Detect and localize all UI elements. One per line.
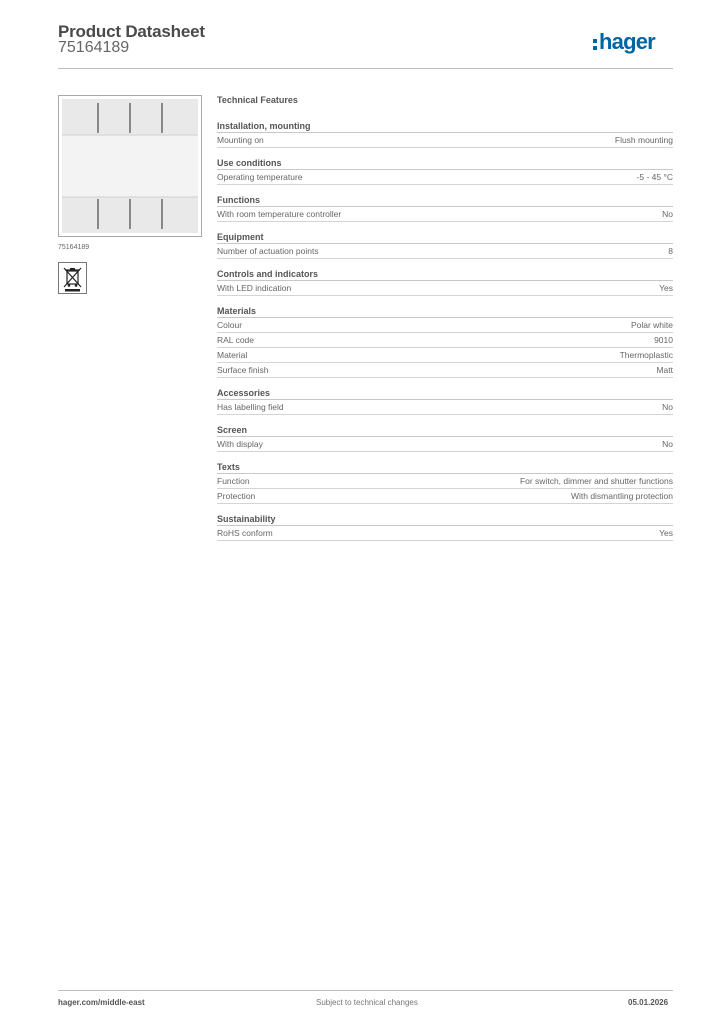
- spec-row: [217, 489, 673, 504]
- spec-row: [217, 474, 673, 489]
- footer-divider: [58, 990, 673, 991]
- push-button-switch-icon: [62, 99, 198, 233]
- spec-row: [217, 133, 673, 148]
- spec-group: [217, 120, 673, 148]
- spec-group-title: Controls and indicators: [217, 268, 673, 281]
- spec-row: [217, 244, 673, 259]
- spec-value: Thermoplastic: [619, 350, 673, 360]
- spec-row: [217, 207, 673, 222]
- spec-groups: [217, 120, 673, 541]
- spec-group-title: Materials: [217, 305, 673, 318]
- spec-label: Protection: [217, 491, 256, 501]
- product-image: [58, 95, 202, 237]
- logo-text: hager: [599, 29, 655, 54]
- product-number: 75164189: [58, 39, 130, 56]
- spec-group: [217, 305, 673, 378]
- spec-value: 8: [668, 246, 673, 256]
- spec-group: [217, 513, 673, 541]
- page-title: Product Datasheet: [58, 22, 205, 41]
- spec-row: [217, 526, 673, 541]
- spec-group-title: Screen: [217, 424, 673, 437]
- section-title: Technical Features: [217, 95, 298, 105]
- spec-group-title: Use conditions: [217, 157, 673, 170]
- spec-value: Matt: [656, 365, 673, 375]
- spec-row: [217, 363, 673, 378]
- spec-group: [217, 194, 673, 222]
- spec-group: [217, 424, 673, 452]
- hager-logo[interactable]: [593, 29, 655, 55]
- spec-label: Number of actuation points: [217, 246, 319, 256]
- spec-label: Material: [217, 350, 248, 360]
- spec-group: [217, 157, 673, 185]
- spec-value: -5 - 45 °C: [636, 172, 673, 182]
- spec-value: 9010: [654, 335, 673, 345]
- spec-value: No: [662, 209, 673, 219]
- spec-group-title: Functions: [217, 194, 673, 207]
- spec-group: [217, 268, 673, 296]
- spec-row: [217, 318, 673, 333]
- spec-value: Polar white: [630, 320, 673, 330]
- spec-value: No: [662, 439, 673, 449]
- footer-notice: Subject to technical changes: [316, 998, 418, 1007]
- spec-group-title: Accessories: [217, 387, 673, 400]
- spec-label: RoHS conform: [217, 528, 273, 538]
- spec-value: For switch, dimmer and shutter functions: [519, 476, 673, 486]
- spec-group-title: Equipment: [217, 231, 673, 244]
- spec-group-title: Texts: [217, 461, 673, 474]
- spec-value: Yes: [659, 283, 673, 293]
- spec-label: RAL code: [217, 335, 255, 345]
- weee-bin-icon: [58, 262, 87, 294]
- spec-group: [217, 231, 673, 259]
- header-divider: [58, 68, 673, 69]
- spec-label: Mounting on: [217, 135, 264, 145]
- spec-row: [217, 281, 673, 296]
- spec-row: [217, 437, 673, 452]
- spec-value: Yes: [659, 528, 673, 538]
- spec-label: Function: [217, 476, 250, 486]
- logo-colon-icon: [593, 39, 597, 50]
- spec-group: [217, 461, 673, 504]
- spec-row: [217, 348, 673, 363]
- spec-group: [217, 387, 673, 415]
- spec-row: [217, 333, 673, 348]
- spec-value: With dismantling protection: [570, 491, 673, 501]
- footer-date: 05.01.2026: [628, 998, 669, 1007]
- spec-row: [217, 400, 673, 415]
- spec-value: Flush mounting: [614, 135, 673, 145]
- spec-label: Surface finish: [217, 365, 269, 375]
- spec-label: Has labelling field: [217, 402, 284, 412]
- spec-label: With room temperature controller: [217, 209, 342, 219]
- technical-features: [217, 95, 673, 550]
- spec-group-title: Installation, mounting: [217, 120, 673, 133]
- spec-label: With display: [217, 439, 263, 449]
- image-caption: 75164189: [58, 244, 90, 251]
- spec-label: Colour: [217, 320, 243, 330]
- spec-group-title: Sustainability: [217, 513, 673, 526]
- footer-website-link[interactable]: hager.com/middle-east: [58, 998, 145, 1007]
- spec-label: With LED indication: [217, 283, 292, 293]
- spec-value: No: [662, 402, 673, 412]
- spec-label: Operating temperature: [217, 172, 303, 182]
- spec-row: [217, 170, 673, 185]
